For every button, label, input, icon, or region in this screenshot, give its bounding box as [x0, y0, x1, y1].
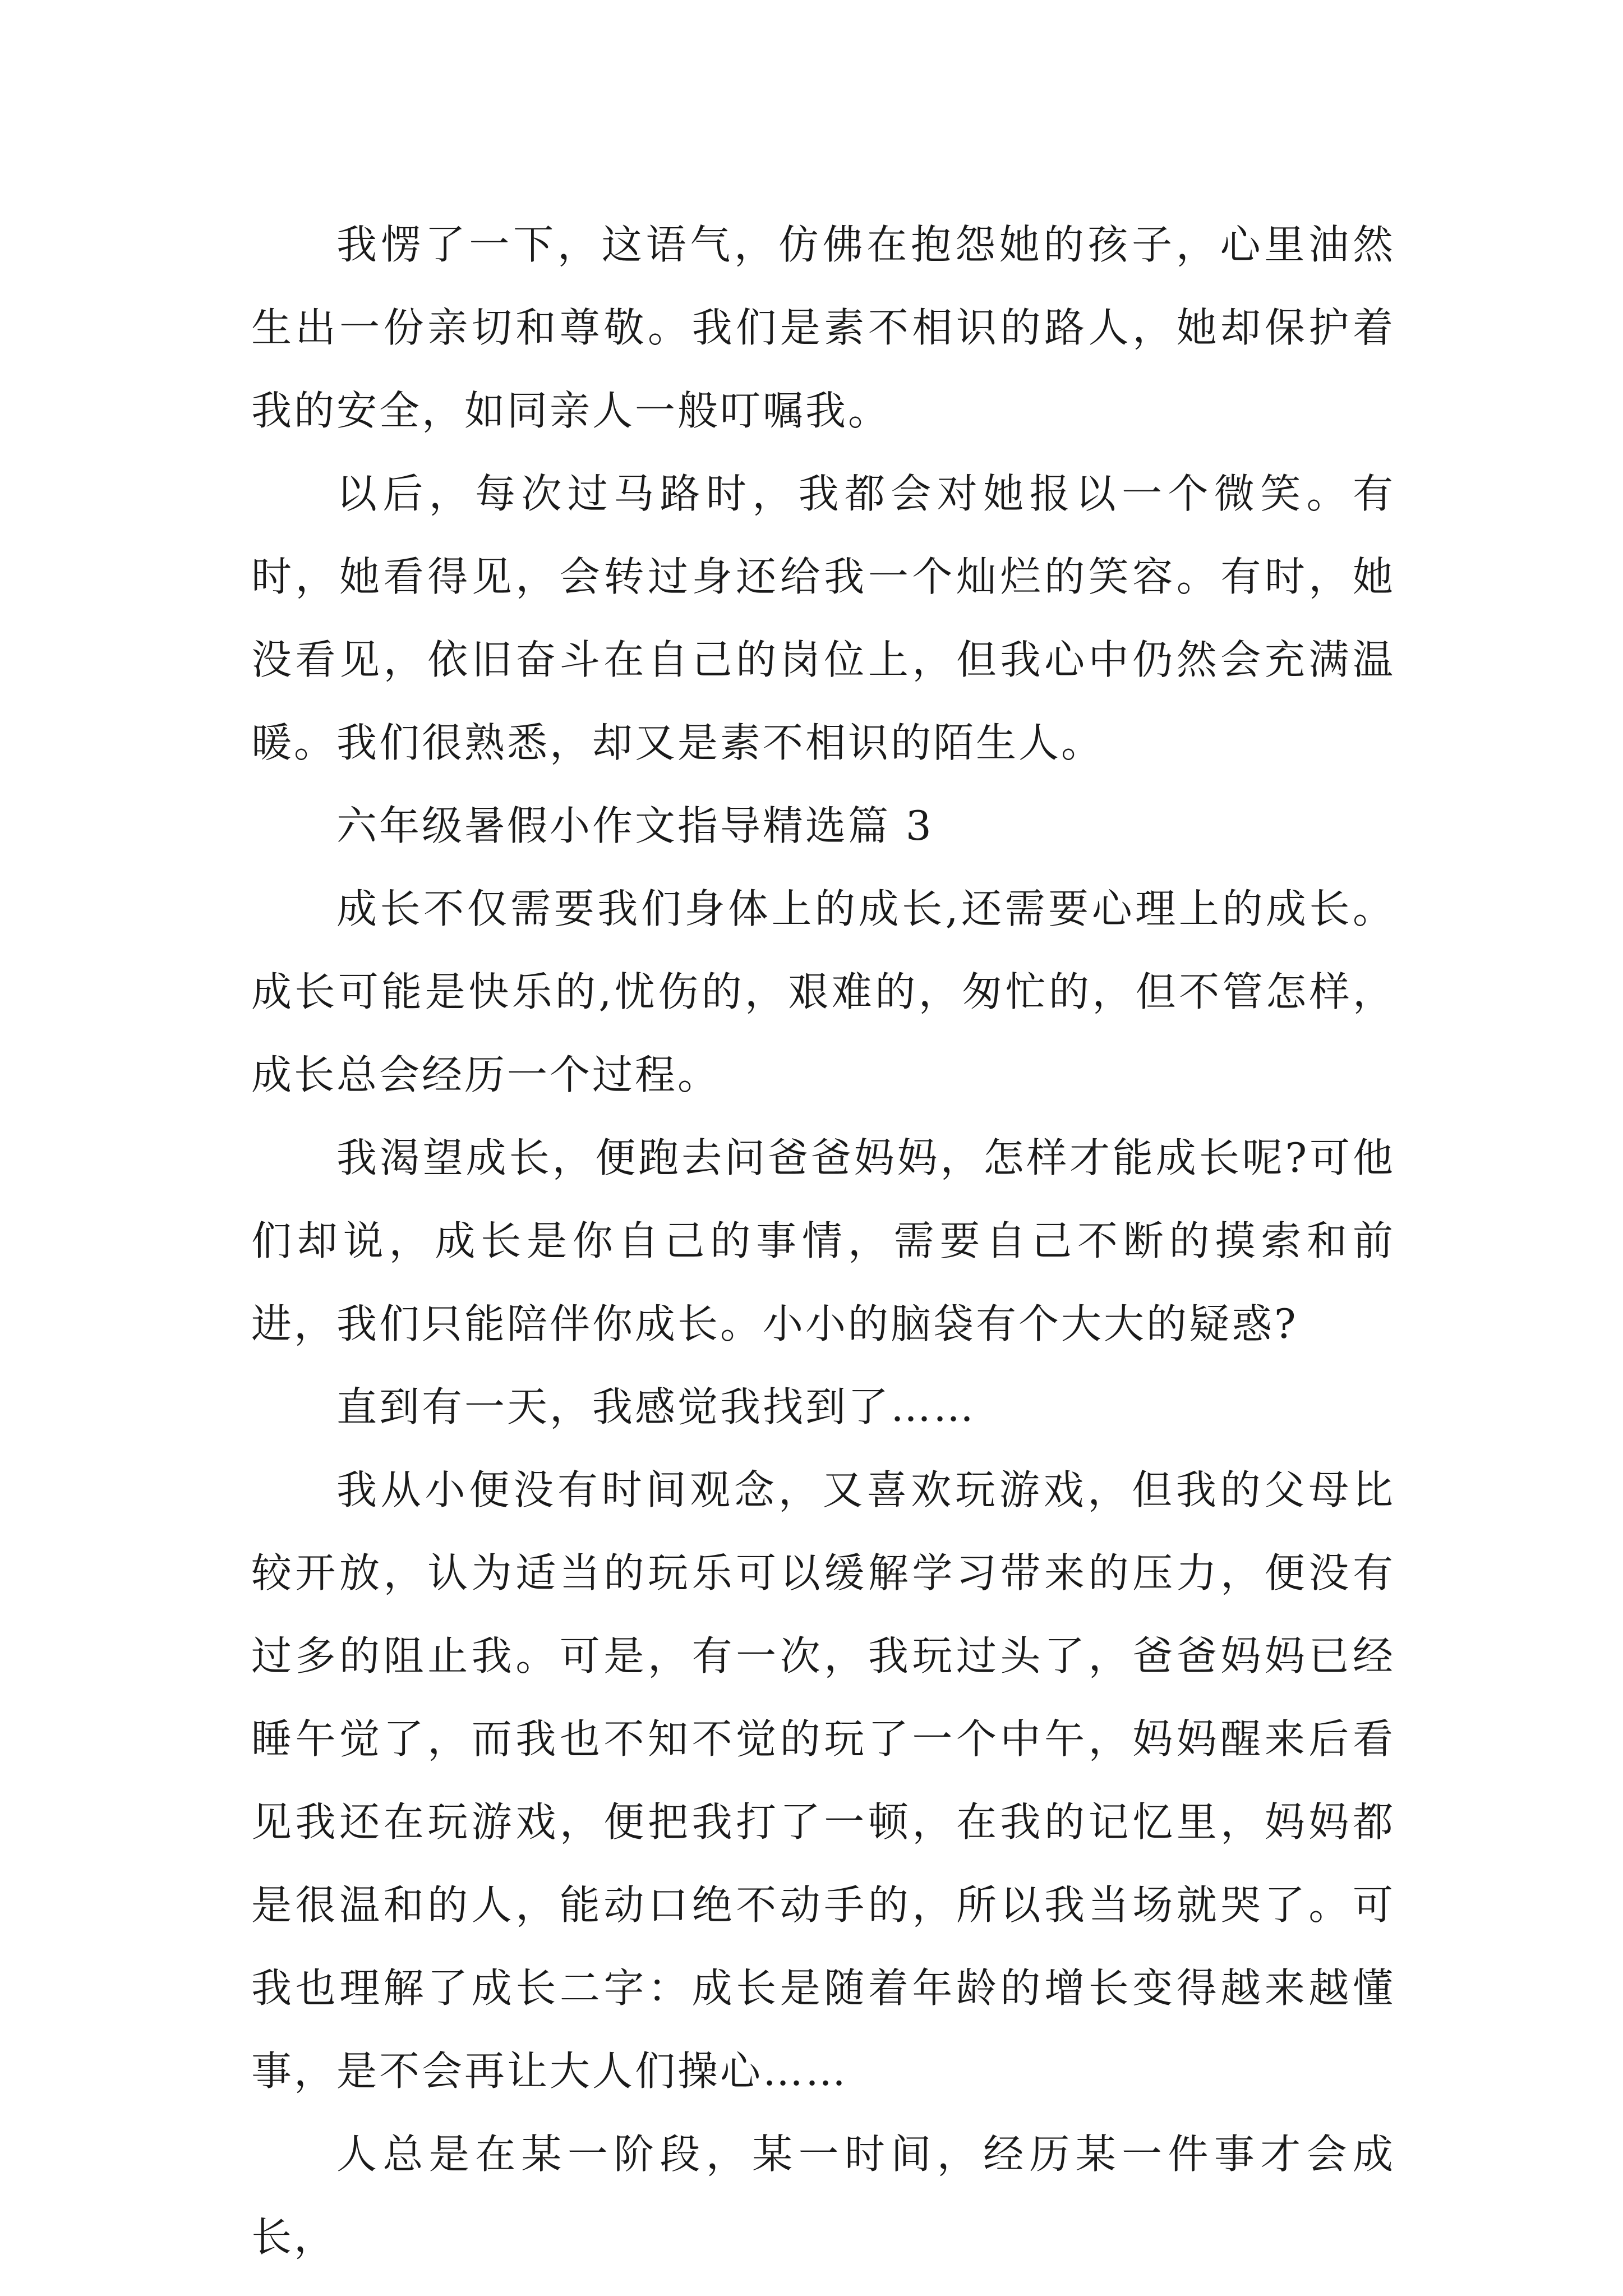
paragraph-1: 我愣了一下，这语气，仿佛在抱怨她的孩子，心里油然生出一份亲切和尊敬。我们是素不相识的路人，她却保护着我的安全，如同亲人一般叮嘱我。 — [251, 221, 1395, 434]
paragraph-5: 直到有一天，我感觉我找到了…… — [336, 1383, 976, 1430]
section-heading: 六年级暑假小作文指导精选篇 3 — [336, 802, 934, 849]
paragraph-7: 人总是在某一阶段，某一时间，经历某一件事才会成长， — [251, 2131, 1395, 2261]
document-body — [251, 203, 1395, 2279]
paragraph-6: 我从小便没有时间观念，又喜欢玩游戏，但我的父母比较开放，认为适当的玩乐可以缓解学习带来的压力，便没有过多的阻止我。可是，有一次，我玩过头了，爸爸妈妈已经睡午觉了，而我也不知不觉的玩了一个中午，妈妈醒来后看见我还在玩游戏，便把我打了一顿，在我的记忆里，妈妈都是很温和的人，能动口绝不动手的，所以我当场就哭了。可我也理解了成长二字：成长是随着年龄的增长变得越来越懂事，是不会再让大人们操心…… — [251, 1466, 1395, 2095]
paragraph-3: 成长不仅需要我们身体上的成长,还需要心理上的成长。成长可能是快乐的,忧伤的，艰难的，匆忙的，但不管怎样，成长总会经历一个过程。 — [251, 885, 1395, 1098]
paragraph-2: 以后，每次过马路时，我都会对她报以一个微笑。有时，她看得见，会转过身还给我一个灿烂的笑容。有时，她没看见，依旧奋斗在自己的岗位上，但我心中仍然会充满温暖。我们很熟悉，却又是素不相识的陌生人。 — [251, 470, 1395, 766]
paragraph-4: 我渴望成长，便跑去问爸爸妈妈，怎样才能成长呢?可他们却说，成长是你自己的事情，需要自己不断的摸索和前进，我们只能陪伴你成长。小小的脑袋有个大大的疑惑? — [251, 1134, 1395, 1347]
